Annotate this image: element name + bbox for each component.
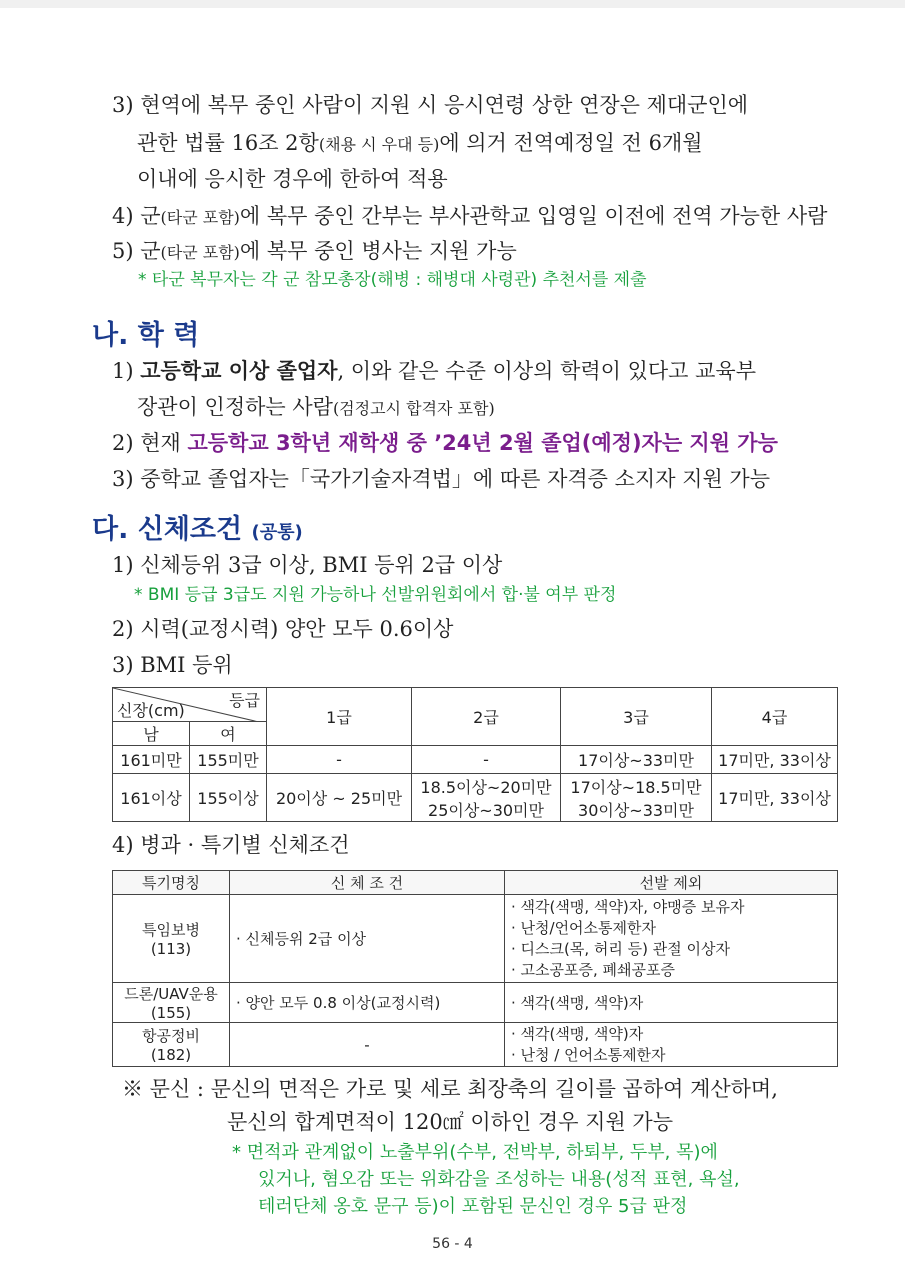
spec-header-name: 특기명칭 — [113, 871, 230, 895]
bmi-cell — [412, 774, 561, 822]
bmi-header-male: 남 — [113, 722, 190, 746]
table-row — [113, 895, 838, 983]
spec-excl-cell — [505, 1023, 838, 1067]
table-row — [113, 746, 838, 774]
bmi-header-grade: 등급 — [229, 691, 260, 710]
spec-code: (182) — [150, 1046, 192, 1064]
top-shade — [0, 0, 905, 8]
bmi-cell-line: 17이상~18.5미만 — [570, 777, 702, 797]
service-note: * 타군 복무자는 각 군 참모총장(해병 : 해병대 사령관) 추천서를 제출 — [138, 270, 647, 290]
tattoo-note-line2: 있거나, 혐오감 또는 위화감을 조성하는 내용(성적 표현, 욕설, — [258, 1169, 740, 1190]
bmi-cell: 17미만, 33이상 — [712, 746, 838, 774]
item5: 5) 군(타군 포함)에 복무 중인 병사는 지원 가능 — [112, 239, 517, 263]
table-row — [113, 774, 838, 822]
spec-header-excl: 선발 제외 — [505, 871, 838, 895]
tattoo-line2: 문신의 합계면적이 120㎠ 이하인 경우 지원 가능 — [227, 1110, 673, 1134]
bmi-cell: 155이상 — [190, 774, 267, 822]
phys-item1: 1) 신체등위 3급 이상, BMI 등위 2급 이상 — [112, 553, 503, 577]
spec-name-cell — [113, 983, 230, 1023]
spec-excl-item: · 색각(색맹, 색약)자, 야맹증 보유자 — [511, 897, 745, 916]
spec-name: 특임보병 — [142, 921, 200, 939]
bmi-table — [112, 687, 838, 822]
spec-excl-item: · 색각(색맹, 색약)자 — [511, 1024, 644, 1043]
bmi-cell: 155미만 — [190, 746, 267, 774]
bmi-note: * BMI 등급 3급도 지원 가능하나 선발위원회에서 합·불 여부 판정 — [134, 585, 617, 605]
spec-cond: - — [230, 1023, 505, 1067]
bmi-header-height: 신장(cm) — [117, 701, 185, 720]
bmi-cell — [561, 774, 712, 822]
bmi-header-female: 여 — [190, 722, 267, 746]
item3-line2: 관한 법률 16조 2항(채용 시 우대 등)에 의거 전역예정일 전 6개월 — [137, 131, 703, 155]
spec-cond: · 양안 모두 0.8 이상(교정시력) — [230, 983, 505, 1023]
specialty-table — [112, 870, 838, 1067]
item3-line3: 이내에 응시한 경우에 한하여 적용 — [137, 167, 448, 191]
table-row — [113, 1023, 838, 1067]
spec-excl-cell — [505, 983, 838, 1023]
table-row — [113, 983, 838, 1023]
tattoo-line1: ※ 문신 : 문신의 면적은 가로 및 세로 최장축의 길이를 곱하여 계산하며, — [122, 1077, 778, 1101]
bmi-cell: - — [412, 746, 561, 774]
spec-excl-item: · 색각(색맹, 색약)자 — [511, 994, 644, 1012]
bmi-col-4: 4급 — [712, 688, 838, 746]
spec-name: 항공정비 — [142, 1027, 200, 1045]
bmi-cell: 17미만, 33이상 — [712, 774, 838, 822]
phys-item3: 3) BMI 등위 — [112, 653, 233, 677]
spec-cond: · 신체등위 2급 이상 — [230, 895, 505, 983]
bmi-col-1: 1급 — [267, 688, 412, 746]
bmi-header-corner — [113, 688, 267, 722]
spec-header-cond: 신 체 조 건 — [230, 871, 505, 895]
heading-physical: 다. 신체조건 (공통) — [92, 514, 303, 545]
bmi-cell-line: 25이상~30미만 — [428, 800, 544, 820]
item3-line1: 3) 현역에 복무 중인 사람이 지원 시 응시연령 상한 연장은 제대군인에 — [112, 93, 749, 117]
bmi-cell: - — [267, 746, 412, 774]
phys-item4: 4) 병과 · 특기별 신체조건 — [112, 833, 350, 857]
bmi-cell: 161미만 — [113, 746, 190, 774]
spec-name: 드론/UAV운용 — [124, 985, 218, 1003]
spec-excl-item: · 고소공포증, 폐쇄공포증 — [511, 960, 675, 979]
bmi-cell-line: 30이상~33미만 — [578, 800, 694, 820]
tattoo-note-line1: * 면적과 관계없이 노출부위(수부, 전박부, 하퇴부, 두부, 목)에 — [232, 1142, 718, 1163]
phys-item2: 2) 시력(교정시력) 양안 모두 0.6이상 — [112, 617, 454, 641]
spec-name-cell — [113, 895, 230, 983]
spec-code: (113) — [150, 940, 192, 958]
spec-excl-cell — [505, 895, 838, 983]
page-number: 56 - 4 — [432, 1236, 473, 1252]
bmi-cell: 161이상 — [113, 774, 190, 822]
heading-education: 나. 학 력 — [92, 320, 200, 351]
spec-name-cell — [113, 1023, 230, 1067]
bmi-cell-line: 18.5이상~20미만 — [420, 777, 552, 797]
bmi-cell: 17이상~33미만 — [561, 746, 712, 774]
bmi-col-2: 2급 — [412, 688, 561, 746]
spec-excl-item: · 디스크(목, 허리 등) 관절 이상자 — [511, 939, 730, 958]
bmi-cell: 20이상 ~ 25미만 — [267, 774, 412, 822]
bmi-col-3: 3급 — [561, 688, 712, 746]
edu-item1-line2: 장관이 인정하는 사람(검정고시 합격자 포함) — [137, 395, 495, 419]
spec-code: (155) — [150, 1004, 192, 1022]
edu-item3: 3) 중학교 졸업자는「국가기술자격법」에 따른 자격증 소지자 지원 가능 — [112, 467, 771, 491]
edu-item1: 1) 고등학교 이상 졸업자, 이와 같은 수준 이상의 학력이 있다고 교육부 — [112, 359, 756, 383]
spec-excl-item: · 난청/언어소통제한자 — [511, 918, 657, 937]
item4: 4) 군(타군 포함)에 복무 중인 간부는 부사관학교 입영일 이전에 전역 가능한 사람 — [112, 204, 828, 228]
tattoo-note-line3: 테러단체 옹호 문구 등)이 포함된 문신인 경우 5급 판정 — [258, 1196, 688, 1217]
edu-item2: 2) 현재 고등학교 3학년 재학생 중 ’24년 2월 졸업(예정)자는 지원 가능 — [112, 431, 778, 455]
spec-excl-item: · 난청 / 언어소통제한자 — [511, 1045, 666, 1064]
